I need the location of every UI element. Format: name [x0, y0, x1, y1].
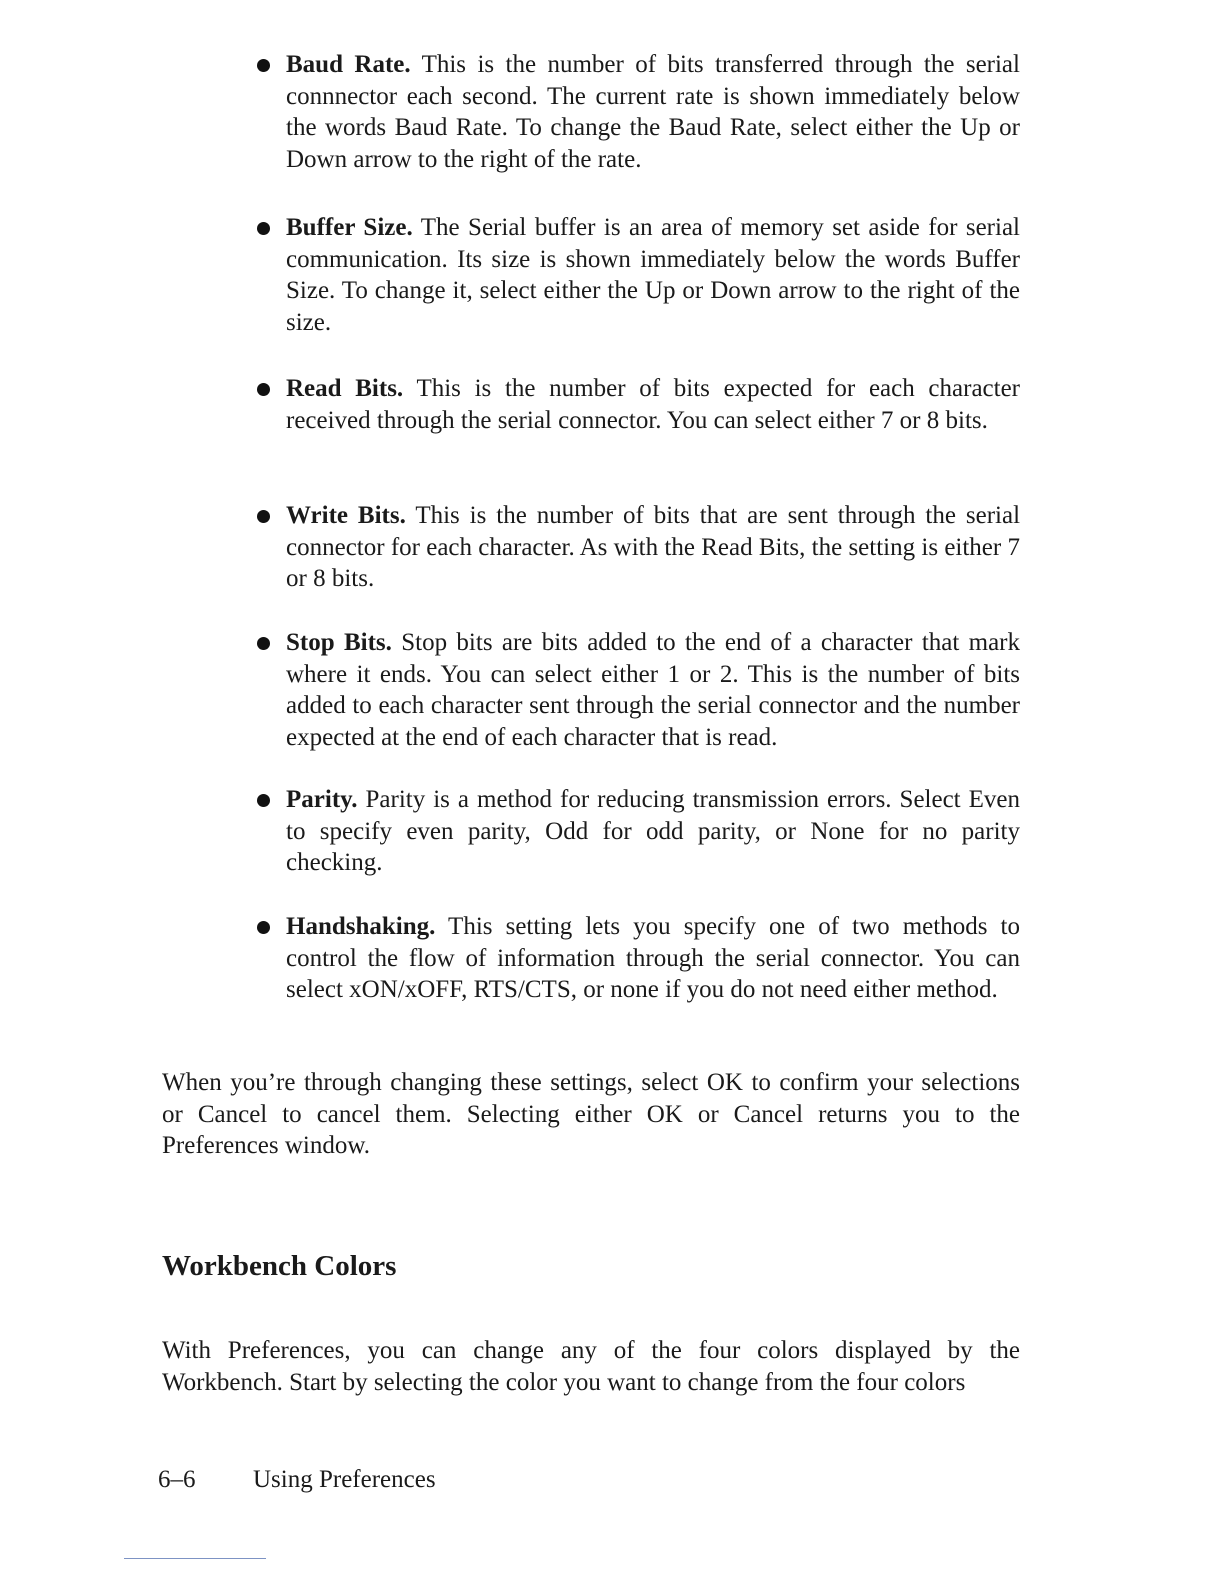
bullet-description: This is the number of bits that are sent through the serial connector for each character. As with the Read Bits, the setting is either 7 or 8 bits. [286, 502, 1021, 592]
footer-rule [124, 1558, 266, 1559]
chapter-title: Using Preferences [253, 1466, 436, 1493]
bullet-stop-bits [254, 627, 1020, 753]
bullet-term: Buffer Size. [286, 214, 413, 241]
bullet-dot-icon [257, 921, 270, 934]
bullet-dot-icon [257, 383, 270, 396]
bullet-description: This setting lets you specify one of two methods to control the flow of information through the serial connector. You can select xON/xOFF, RTS/CTS, or none if you do not need either method. [286, 913, 1020, 1003]
bullet-text [286, 627, 1020, 753]
bullet-description: This is the number of bits transferred through the serial connnector each second. The current rate is shown immediately below the words Baud Rate. To change the Baud Rate, select either the Up or Down arrow to the right of the rate. [286, 51, 1020, 173]
section-paragraph: With Preferences, you can change any of the four colors displayed by the Workbench. Start by selecting the color you want to change from the four colors [162, 1337, 1020, 1396]
bullet-dot-icon [257, 637, 270, 650]
bullet-buffer-size [254, 212, 1020, 338]
bullet-term: Write Bits. [286, 502, 406, 529]
bullet-term: Read Bits. [286, 375, 404, 402]
page-number: 6–6 [158, 1466, 196, 1493]
bullet-description: This is the number of bits expected for each character received through the serial connector. You can select either 7 or 8 bits. [286, 375, 1020, 434]
bullet-parity [254, 784, 1020, 879]
closing-paragraph: When you’re through changing these settings, select OK to confirm your selections or Cancel to cancel them. Selecting either OK or Cancel returns you to the Preferences window. [162, 1069, 1020, 1159]
bullet-description: Parity is a method for reducing transmission errors. Select Even to specify even parity, Odd for odd parity, or None for no parity checking. [286, 786, 1020, 876]
bullet-dot-icon [257, 794, 270, 807]
bullet-text [286, 784, 1020, 879]
section-heading: Workbench Colors [162, 1250, 397, 1282]
bullet-description: The Serial buffer is an area of memory set aside for serial communication. Its size is shown immediately below the words Buffer Size. To change it, select either the Up or Down arrow to the right of the size. [286, 214, 1020, 336]
bullet-dot-icon [257, 510, 270, 523]
bullet-text [286, 373, 1020, 436]
bullet-text [286, 49, 1020, 175]
bullet-term: Baud Rate. [286, 51, 411, 78]
bullet-dot-icon [257, 59, 270, 72]
bullet-description: Stop bits are bits added to the end of a character that mark where it ends. You can select either 1 or 2. This is the number of bits added to each character sent through the serial connector and the number expected at the end of each character that is read. [286, 629, 1021, 751]
bullet-baud-rate [254, 49, 1020, 175]
bullet-write-bits [254, 500, 1020, 595]
bullet-dot-icon [257, 222, 270, 235]
bullet-handshaking [254, 911, 1020, 1006]
bullet-text [286, 500, 1020, 595]
bullet-read-bits [254, 373, 1020, 436]
bullet-term: Parity. [286, 786, 358, 813]
bullet-term: Stop Bits. [286, 629, 392, 656]
bullet-text [286, 212, 1020, 338]
bullet-text [286, 911, 1020, 1006]
bullet-term: Handshaking. [286, 913, 436, 940]
page-footer [158, 1466, 436, 1494]
